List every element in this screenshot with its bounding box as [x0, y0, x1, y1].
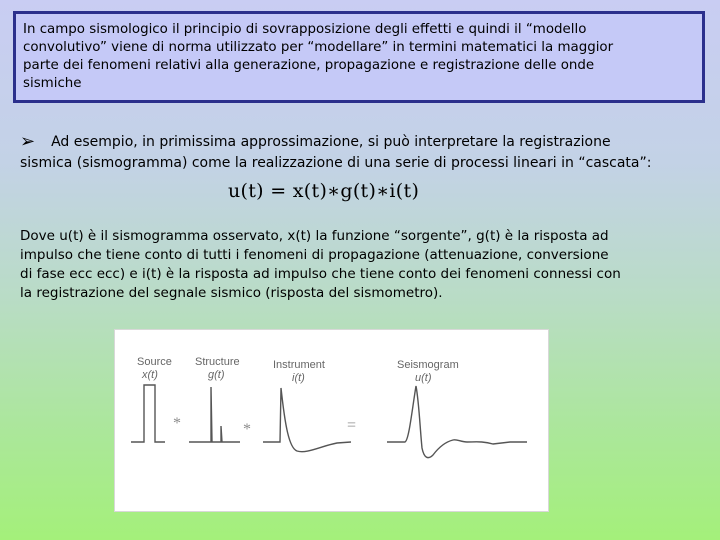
convolution-formula: u(t) = x(t)∗g(t)∗i(t): [228, 180, 420, 202]
source-waveform: [131, 385, 165, 442]
instrument-waveform: [263, 388, 351, 452]
explanation-paragraph: [20, 227, 700, 303]
instrument-title: Instrument: [273, 359, 325, 371]
intro-text-box: [13, 11, 705, 103]
intro-line: In campo sismologico il principio di sovrapposizione degli effetti e quindi il “modello: [23, 22, 587, 37]
intro-line: sismiche: [23, 76, 82, 91]
convolution-operator: *: [243, 421, 251, 438]
paragraph-line: Dove u(t) è il sismogramma osservato, x(t) la funzione “sorgente”, g(t) è la risposta ad: [20, 228, 609, 244]
intro-line: convolutivo” viene di norma utilizzato per “modellare” in termini matematici la maggior: [23, 40, 614, 55]
structure-waveform: [189, 387, 240, 442]
arrow-bullet-icon: ➢: [20, 131, 36, 152]
instrument-func: i(t): [292, 372, 305, 384]
bullet-item: [20, 131, 611, 152]
seismogram-title: Seismogram: [397, 359, 459, 371]
source-title: Source: [137, 356, 172, 368]
convolution-diagram: [115, 330, 548, 511]
paragraph-line: di fase ecc ecc) e i(t) è la risposta ad impulso che tiene conto dei fenomeni connessi con: [20, 266, 621, 282]
seismogram-func: u(t): [415, 372, 432, 384]
convolution-operator: *: [173, 415, 181, 432]
intro-line: parte dei fenomeni relativi alla generazione, propagazione e registrazione delle onde: [23, 58, 595, 73]
bullet-text-line2: sismica (sismogramma) come la realizzazione di una serie di processi lineari in “cascata”:: [20, 155, 652, 171]
seismogram-waveform: [387, 386, 527, 458]
structure-title: Structure: [195, 356, 240, 368]
paragraph-line: la registrazione del segnale sismico (risposta del sismometro).: [20, 285, 443, 301]
bullet-text-line1: Ad esempio, in primissima approssimazione, si può interpretare la registrazione: [51, 134, 611, 150]
convolution-figure: [114, 329, 549, 512]
structure-func: g(t): [208, 369, 225, 381]
equals-operator: =: [347, 417, 357, 434]
source-func: x(t): [142, 369, 158, 381]
paragraph-line: impulso che tiene conto di tutti i fenomeni di propagazione (attenuazione, conversione: [20, 247, 609, 263]
